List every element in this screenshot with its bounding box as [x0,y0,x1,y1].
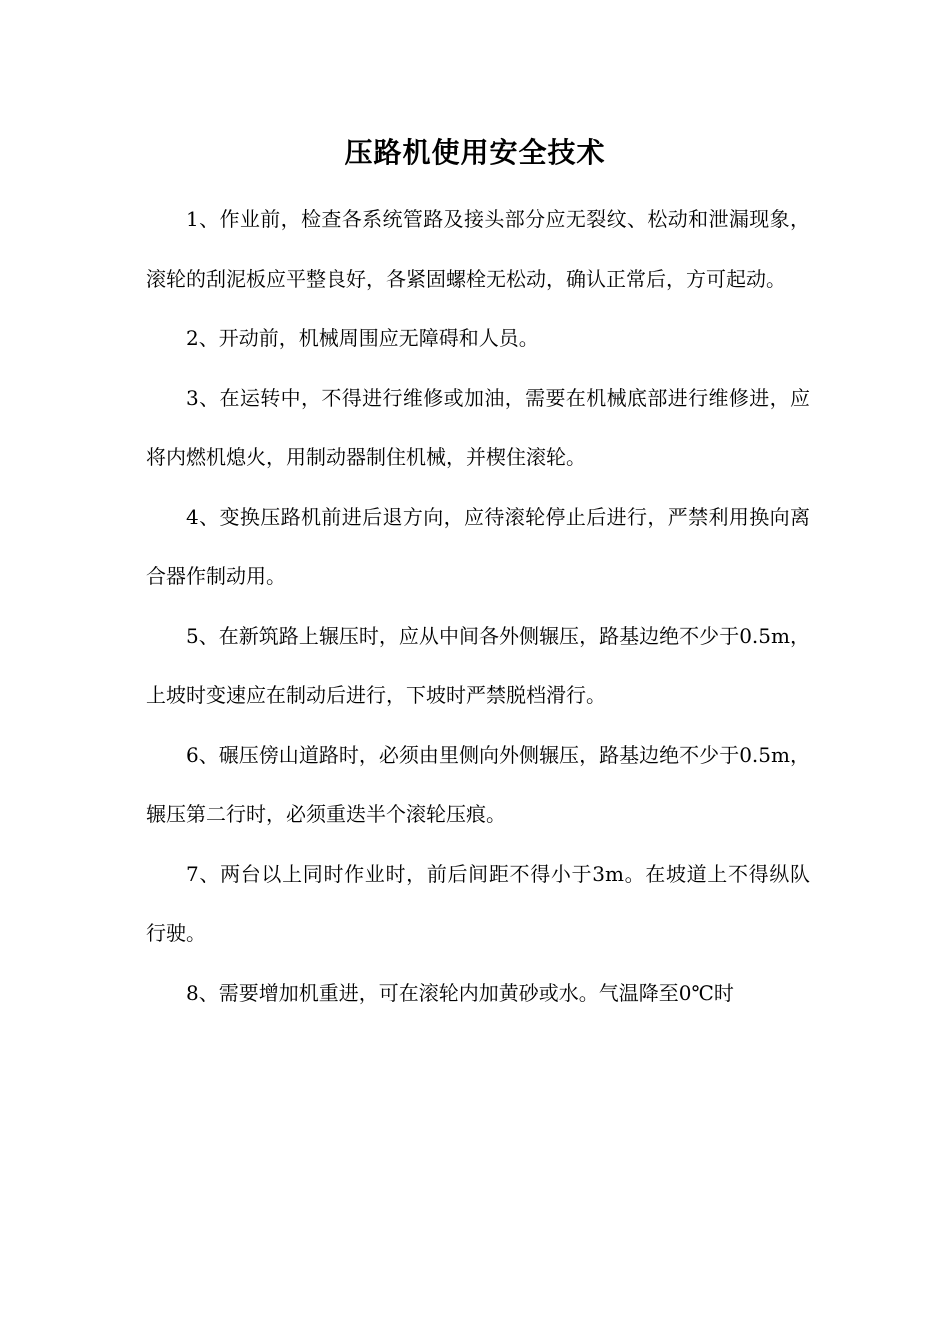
paragraph-3: 3、在运转中，不得进行维修或加油，需要在机械底部进行维修进，应将内燃机熄火，用制动器制住机械，并楔住滚轮。 [146,385,810,469]
document-body [146,190,810,1023]
document-title: 压路机使用安全技术 [344,136,606,169]
paragraph-2: 2、开动前，机械周围应无障碍和人员。 [186,326,539,350]
paragraph-5: 5、在新筑路上辗压时，应从中间各外侧辗压，路基边绝不少于0.5m，上坡时变速应在制动后进行，下坡时严禁脱档滑行。 [146,623,810,707]
paragraph-7: 7、两台以上同时作业时，前后间距不得小于3m。在坡道上不得纵队行驶。 [146,861,810,945]
paragraph-8: 8、需要增加机重进，可在滚轮内加黄砂或水。气温降至0℃时 [186,980,734,1005]
paragraph-4: 4、变换压路机前进后退方向，应待滚轮停止后进行，严禁利用换向离合器作制动用。 [146,504,810,588]
paragraph-1: 1、作业前，检查各系统管路及接头部分应无裂纹、松动和泄漏现象，滚轮的刮泥板应平整良好，各紧固螺栓无松动，确认正常后，方可起动。 [146,207,810,291]
paragraph-6: 6、碾压傍山道路时，必须由里侧向外侧辗压，路基边绝不少于0.5m，辗压第二行时，必须重迭半个滚轮压痕。 [146,742,810,826]
